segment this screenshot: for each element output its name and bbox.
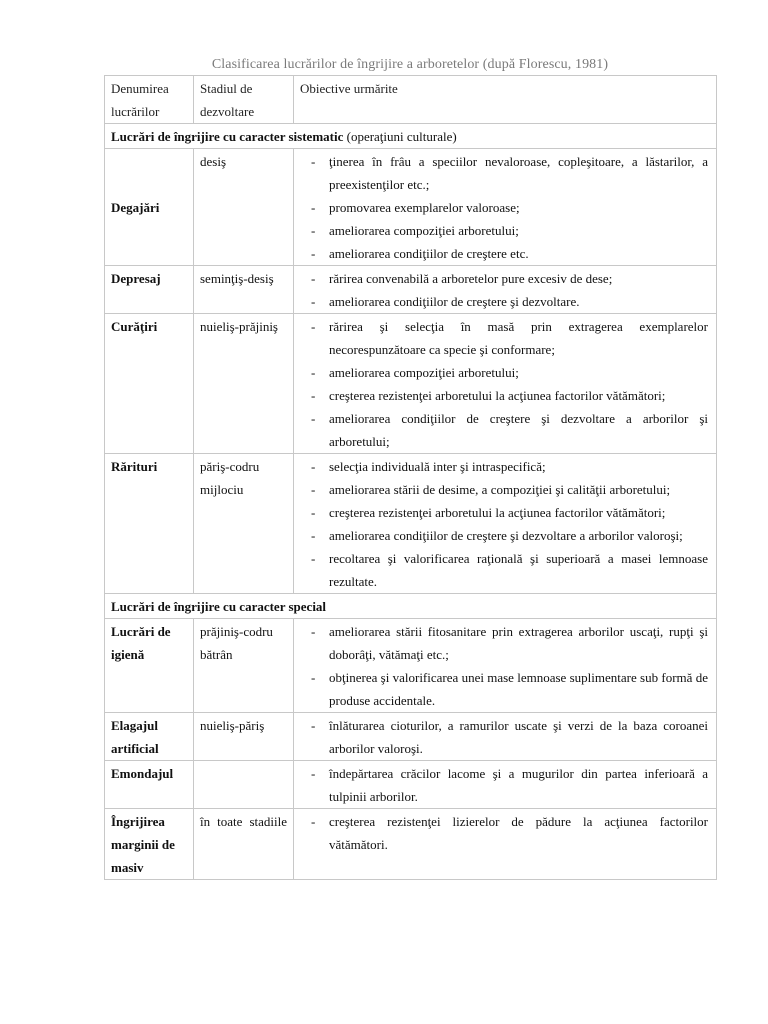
header-stage-line1: Stadiul de — [200, 81, 253, 96]
table-row — [105, 454, 717, 594]
objectives-cell — [294, 713, 717, 761]
table-header-row — [105, 76, 717, 124]
classification-table — [104, 75, 717, 880]
objectives-list — [300, 150, 708, 265]
work-name: Rărituri — [105, 454, 194, 594]
list-item: - obţinerea şi valorificarea unei mase lemnoase suplimentare sub formă de produse accidentale. — [311, 670, 708, 708]
list-item: - ameliorarea condiţiilor de creştere etc. — [311, 246, 529, 261]
development-stage: păriş-codru mijlociu — [194, 454, 294, 594]
work-name: Emondajul — [105, 761, 194, 809]
header-name-cell — [105, 76, 194, 124]
list-item: - îndepărtarea crăcilor lacome şi a mugurilor din partea inferioară a tulpinii arborilor. — [311, 766, 708, 804]
development-stage: prăjiniş-codru bătrân — [194, 619, 294, 713]
table-row — [105, 266, 717, 314]
list-item: - creşterea rezistenţei lizierelor de pădure la acţiunea factorilor vătămători. — [311, 814, 708, 852]
section-title-bold: Lucrări de îngrijire cu caracter special — [111, 599, 327, 614]
objectives-list — [300, 810, 708, 856]
development-stage: în toate stadiile — [194, 809, 294, 880]
section-title — [105, 594, 717, 619]
objectives-list — [300, 762, 708, 808]
list-item: - creşterea rezistenţei arboretului la acţiunea factorilor vătămători; — [311, 388, 666, 403]
list-item: - ameliorarea compoziţiei arboretului; — [311, 223, 519, 238]
header-objectives-cell: Obiective urmărite — [294, 76, 717, 124]
objectives-cell — [294, 149, 717, 266]
table-row — [105, 809, 717, 880]
work-name: Îngrijirea marginii de masiv — [105, 809, 194, 880]
development-stage: seminţiş-desiş — [194, 266, 294, 314]
table-row — [105, 149, 717, 266]
objectives-cell — [294, 314, 717, 454]
work-name: Elagajul artificial — [105, 713, 194, 761]
development-stage — [194, 761, 294, 809]
header-name-line2: lucrărilor — [111, 104, 160, 119]
work-name: Curăţiri — [105, 314, 194, 454]
section-row — [105, 124, 717, 149]
list-item: - ameliorarea stării de desime, a compoziţiei şi calităţii arboretului; — [311, 482, 671, 497]
objectives-cell — [294, 761, 717, 809]
table-row — [105, 761, 717, 809]
list-item: - ameliorarea condiţiilor de creştere şi dezvoltare a arborilor valoroşi; — [311, 528, 683, 543]
development-stage: nuieliş-prăjiniş — [194, 314, 294, 454]
objectives-list — [300, 267, 708, 313]
objectives-list — [300, 315, 708, 453]
development-stage: nuieliş-păriş — [194, 713, 294, 761]
header-name-line1: Denumirea — [111, 81, 169, 96]
work-name: Depresaj — [105, 266, 194, 314]
list-item: - ameliorarea stării fitosanitare prin extragerea arborilor uscaţi, rupţi şi doborâţi, vătămaţi etc.; — [311, 624, 708, 662]
list-item: - ameliorarea compoziţiei arboretului; — [311, 365, 519, 380]
objectives-cell — [294, 454, 717, 594]
list-item: - ţinerea în frâu a speciilor nevaloroase, copleşitoare, a lăstarilor, a preexistenţilor etc.; — [311, 154, 708, 192]
objectives-list — [300, 455, 708, 593]
table-caption: Clasificarea lucrărilor de îngrijire a arboretelor (după Florescu, 1981) — [211, 57, 609, 72]
work-name: Lucrări de igienă — [105, 619, 194, 713]
section-row — [105, 594, 717, 619]
section-title — [105, 124, 717, 149]
list-item: - recoltarea şi valorificarea raţională şi superioară a masei lemnoase rezultate. — [311, 551, 708, 589]
objectives-list — [300, 714, 708, 760]
list-item: - selecţia individuală inter şi intraspecifică; — [311, 459, 546, 474]
objectives-cell — [294, 809, 717, 880]
header-stage-cell — [194, 76, 294, 124]
table-row — [105, 619, 717, 713]
work-name: Degajări — [105, 149, 194, 266]
table-row — [105, 314, 717, 454]
list-item: - ameliorarea condiţiilor de creştere şi dezvoltare a arborilor şi arboretului; — [311, 411, 708, 449]
section-title-rest: (operaţiuni culturale) — [343, 129, 457, 144]
list-item: - rărirea şi selecţia în masă prin extragerea exemplarelor necorespunzătoare ca specie şi conformare; — [311, 319, 708, 357]
list-item: - promovarea exemplarelor valoroase; — [311, 200, 520, 215]
objectives-list — [300, 620, 708, 712]
objectives-cell — [294, 266, 717, 314]
list-item: - ameliorarea condiţiilor de creştere şi dezvoltare. — [311, 294, 580, 309]
objectives-cell — [294, 619, 717, 713]
development-stage: desiş — [194, 149, 294, 266]
header-stage-line2: dezvoltare — [200, 104, 255, 119]
section-title-bold: Lucrări de îngrijire cu caracter sistematic — [111, 129, 344, 144]
table-row — [105, 713, 717, 761]
list-item: - înlăturarea cioturilor, a ramurilor uscate şi verzi de la baza coroanei arborilor valoroşi. — [311, 718, 708, 756]
list-item: - creşterea rezistenţei arboretului la acţiunea factorilor vătămători; — [311, 505, 666, 520]
list-item: - rărirea convenabilă a arboretelor pure excesiv de dese; — [311, 271, 613, 286]
